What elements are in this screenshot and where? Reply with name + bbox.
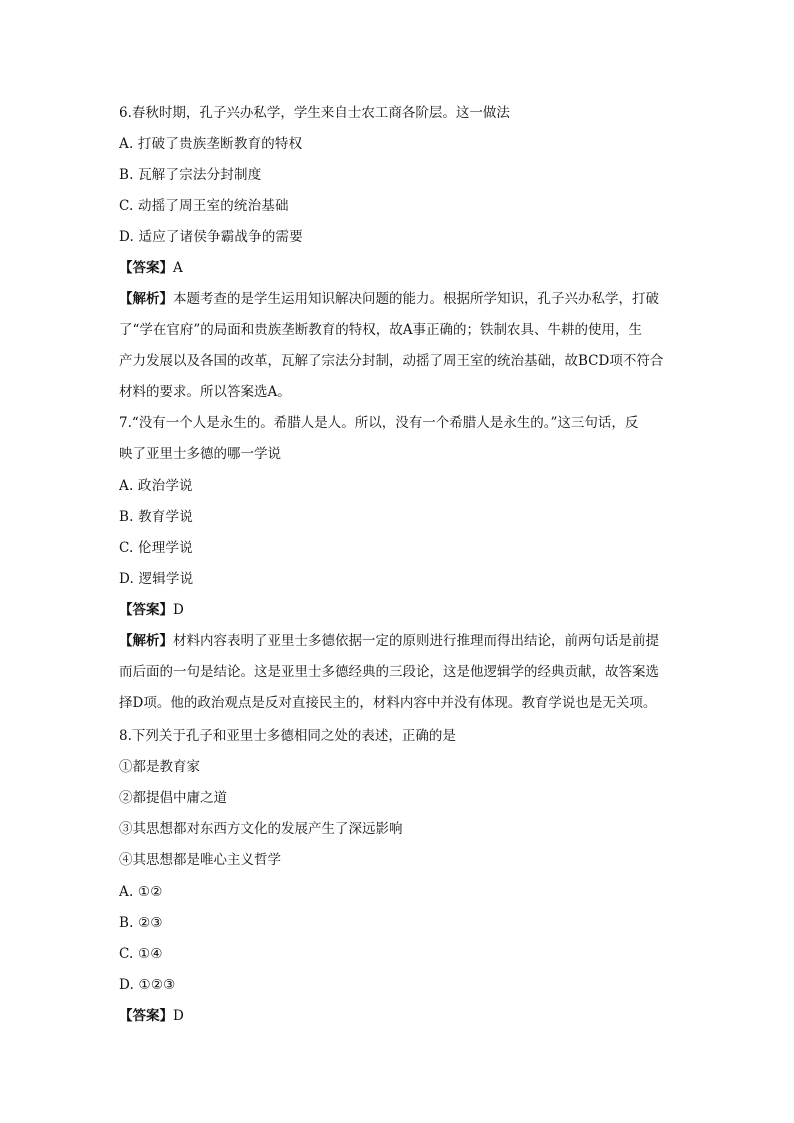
q8-option-b: B. ②③ [119,915,163,931]
q6-answer-value: A [173,260,183,276]
q6-option-d: D. 适应了诸侯争霸战争的需要 [119,229,303,245]
q7-option-d: D. 逻辑学说 [119,571,194,587]
q7-option-a: A. 政治学说 [119,478,193,494]
q6-option-b: B. 瓦解了宗法分封制度 [119,167,262,183]
q6-stem: 6.春秋时期，孔子兴办私学，学生来自士农工商各阶层。这一做法 [119,105,510,121]
q8-option-d: D. ①②③ [119,977,176,993]
q6-analysis-text-1: 本题考查的是学生运用知识解决问题的能力。根据所学知识，孔子兴办私学，打破 [173,291,659,307]
q8-answer-tag: 【答案】 [119,1008,173,1024]
q6-analysis-line-4: 材料的要求。所以答案选A。 [119,384,291,400]
q6-analysis-line-1 [119,289,679,309]
q7-stem-line-1: 7.“没有一个人是永生的。希腊人是人。所以，没有一个希腊人是永生的。”这三句话，反 [119,415,639,431]
q8-statement-1: ①都是教育家 [119,759,200,775]
q6-option-a: A. 打破了贵族垄断教育的特权 [119,136,303,152]
q8-answer-value: D [173,1008,184,1024]
q8-statement-3: ③其思想都对东西方文化的发展产生了深远影响 [119,821,403,837]
q7-analysis-line-3: 择D项。他的政治观点是反对直接民主的，材料内容中并没有体现。教育学说也是无关项。 [119,695,657,711]
q8-statement-2: ②都提倡中庸之道 [119,790,227,806]
q6-answer [119,258,679,278]
q7-analysis-line-2: 而后面的一句是结论。这是亚里士多德经典的三段论，这是他逻辑学的经典贡献，故答案选 [119,664,659,680]
q7-option-c: C. 伦理学说 [119,540,193,556]
q8-statement-4: ④其思想都是唯心主义哲学 [119,852,281,868]
q7-answer [119,600,679,620]
q6-analysis-line-2: 了“学在官府”的局面和贵族垄断教育的特权，故A事正确的；铁制农具、牛耕的使用，生 [119,322,643,338]
q7-stem-line-2: 映了亚里士多德的哪一学说 [119,446,281,462]
q6-analysis-line-3: 产力发展以及各国的改革，瓦解了宗法分封制，动摇了周王室的统治基础，故BCD项不符合 [119,353,664,369]
q8-stem: 8.下列关于孔子和亚里士多德相同之处的表述，正确的是 [119,728,456,744]
q6-option-c: C. 动摇了周王室的统治基础 [119,198,289,214]
q7-analysis-line-1 [119,631,679,651]
q7-answer-value: D [173,602,184,618]
q7-analysis-tag: 【解析】 [119,633,173,649]
q6-answer-tag: 【答案】 [119,260,173,276]
q8-option-c: C. ①④ [119,946,163,962]
q7-analysis-text-1: 材料内容表明了亚里士多德依据一定的原则进行推理而得出结论，前两句话是前提 [173,633,659,649]
q7-answer-tag: 【答案】 [119,602,173,618]
q8-option-a: A. ①② [119,884,163,900]
q6-analysis-tag: 【解析】 [119,291,173,307]
q8-answer [119,1006,679,1026]
q7-option-b: B. 教育学说 [119,509,193,525]
